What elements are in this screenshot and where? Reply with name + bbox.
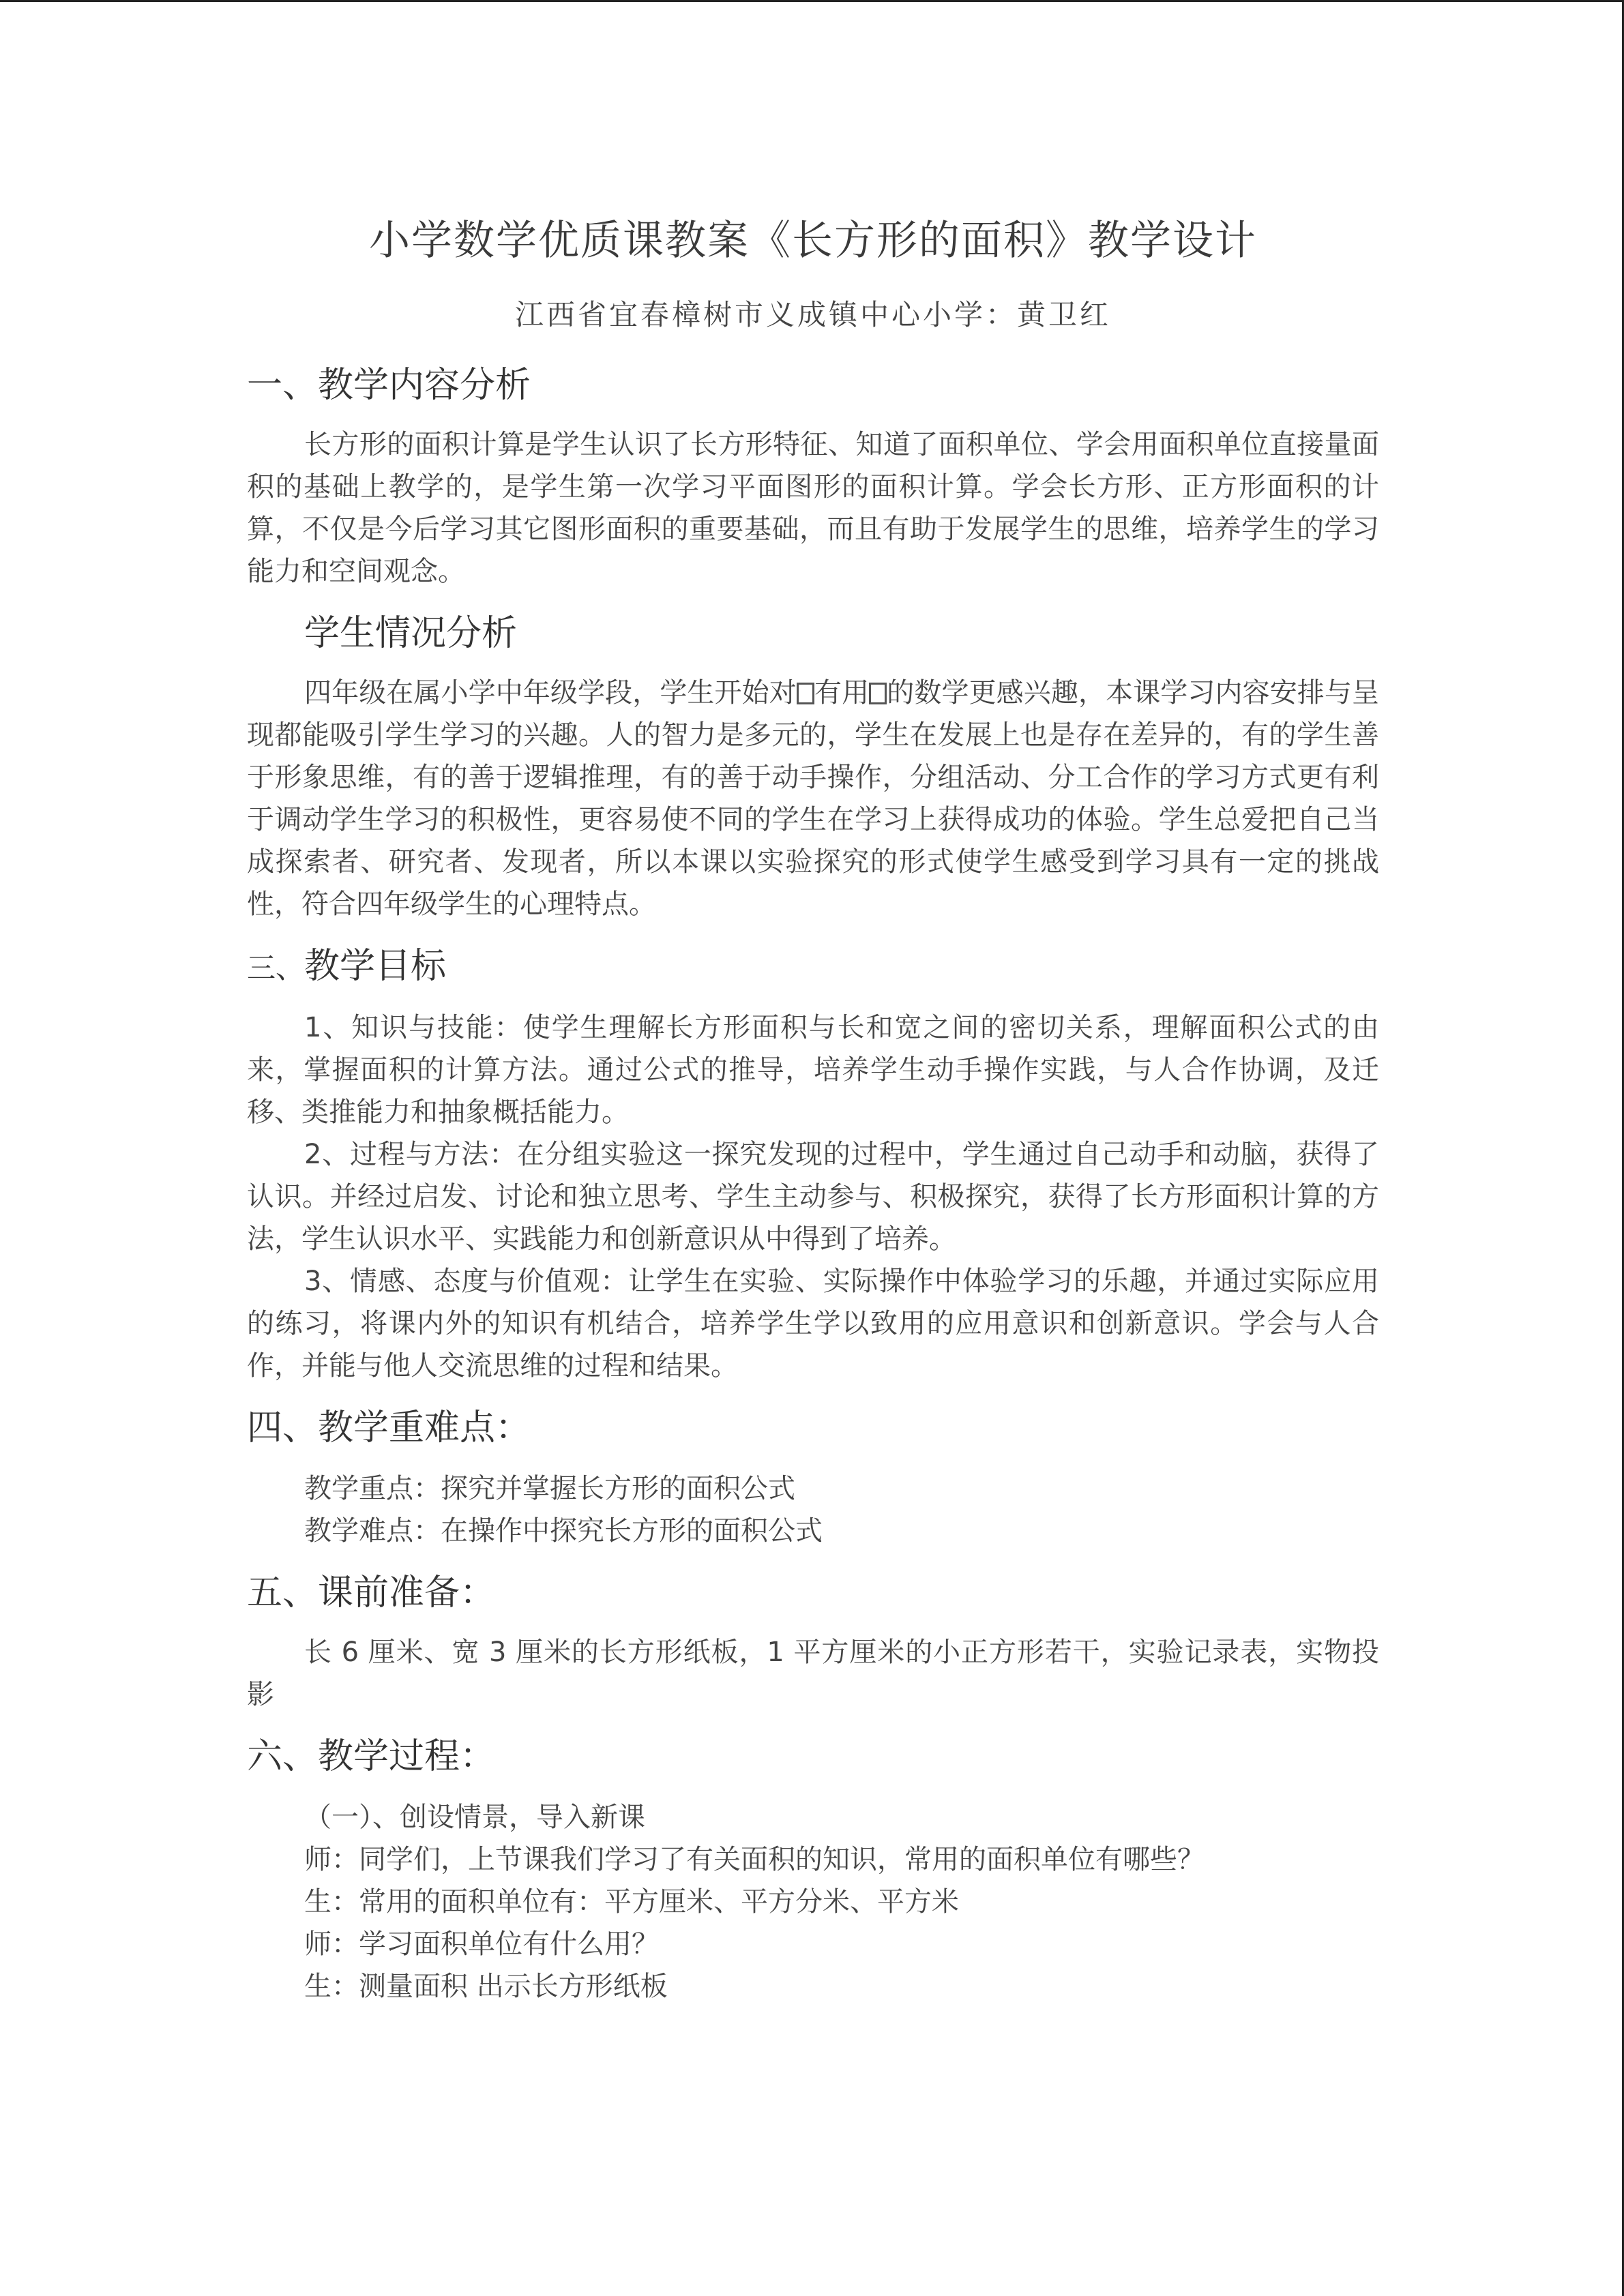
author-line: 江西省宜春樟树市义成镇中心小学：黄卫红: [514, 298, 1111, 331]
goal-item-knowledge: 1、知识与技能：使学生理解长方形面积与长和宽之间的密切关系，理解面积公式的由来，掌握面积的计算方法。通过公式的推导，培养学生动手操作实践，与人合作协调，及迁移、类推能力和抽象概括能力。: [247, 1012, 1379, 1128]
key-point-line: 教学重点：探究并掌握长方形的面积公式: [304, 1473, 795, 1504]
goal-item-process: 2、过程与方法：在分组实验这一探究发现的过程中，学生通过自己动手和动脑，获得了认识。并经过启发、讨论和独立思考、学生主动参与、积极探究，获得了长方形面积计算的方法，学生认识水平、实践能力和创新意识从中得到了培养。: [247, 1139, 1379, 1255]
section-heading-content-analysis: 一、教学内容分析: [247, 365, 531, 406]
process-line: （一）、创设情景，导入新课: [304, 1802, 645, 1833]
process-line: 师：学习面积单位有什么用？: [304, 1928, 659, 1960]
student-analysis-text-1: 四年级在属小学中年级学段，学生开始对: [304, 677, 797, 709]
student-analysis-text-3: 的数学更感兴趣，本课学习内容安排与呈现都能吸引学生学习的兴趣。人的智力是多元的，学生在发展上也是存在差异的，有的学生善于形象思维，有的善于逻辑推理，有的善于动手操作，分组活动、分工合作的学习方式更有利于调动学生学习的积极性，更容易使不同的学生在学习上获得成功的体验。学生总爱把自己当成探索者、研究者、发现者，所以本课以实验探究的形式使学生感受到学习具有一定的挑战性，符合四年级学生的心理特点。: [247, 677, 1380, 920]
goals-heading-text: 教学目标: [304, 946, 447, 987]
document-title: 小学数学优质课教案《长方形的面积》教学设计: [369, 217, 1257, 265]
section-heading-student-analysis: 学生情况分析: [304, 613, 518, 654]
preparation-paragraph: 长 6 厘米、宽 3 厘米的长方形纸板，1 平方厘米的小正方形若干，实验记录表，实物投影: [247, 1637, 1379, 1710]
section-heading-preparation: 五、课前准备：: [247, 1572, 496, 1613]
section-heading-key-points: 四、教学重难点：: [247, 1407, 531, 1448]
content-analysis-paragraph: 长方形的面积计算是学生认识了长方形特征、知道了面积单位、学会用面积单位直接量面积的基础上教学的，是学生第一次学习平面图形的面积计算。学会长方形、正方形面积的计算，不仅是今后学习其它图形面积的重要基础，而且有助于发展学生的思维，培养学生的学习能力和空间观念。: [247, 429, 1379, 587]
missing-glyph-icon: [869, 683, 887, 704]
student-analysis-text-2: 有用: [814, 677, 870, 709]
missing-glyph-icon: [797, 683, 814, 704]
goals-heading-number: 三、: [247, 951, 305, 985]
process-line: 师：同学们，上节课我们学习了有关面积的知识，常用的面积单位有哪些？: [304, 1844, 1205, 1875]
process-line: 生：常用的面积单位有：平方厘米、平方分米、平方米: [304, 1886, 959, 1918]
student-analysis-paragraph: [247, 672, 1379, 925]
goal-item-attitude: 3、情感、态度与价值观：让学生在实验、实际操作中体验学习的乐趣，并通过实际应用的练习，将课内外的知识有机结合，培养学生学以致用的应用意识和创新意识。学会与人合作，并能与他人交流思维的过程和结果。: [247, 1266, 1379, 1382]
section-heading-goals: [247, 939, 1379, 996]
document-body: [247, 207, 1379, 2008]
difficulty-line: 教学难点：在操作中探究长方形的面积公式: [304, 1515, 823, 1547]
section-heading-process: 六、教学过程：: [247, 1736, 496, 1777]
process-line: 生：测量面积 出示长方形纸板: [304, 1971, 668, 2002]
